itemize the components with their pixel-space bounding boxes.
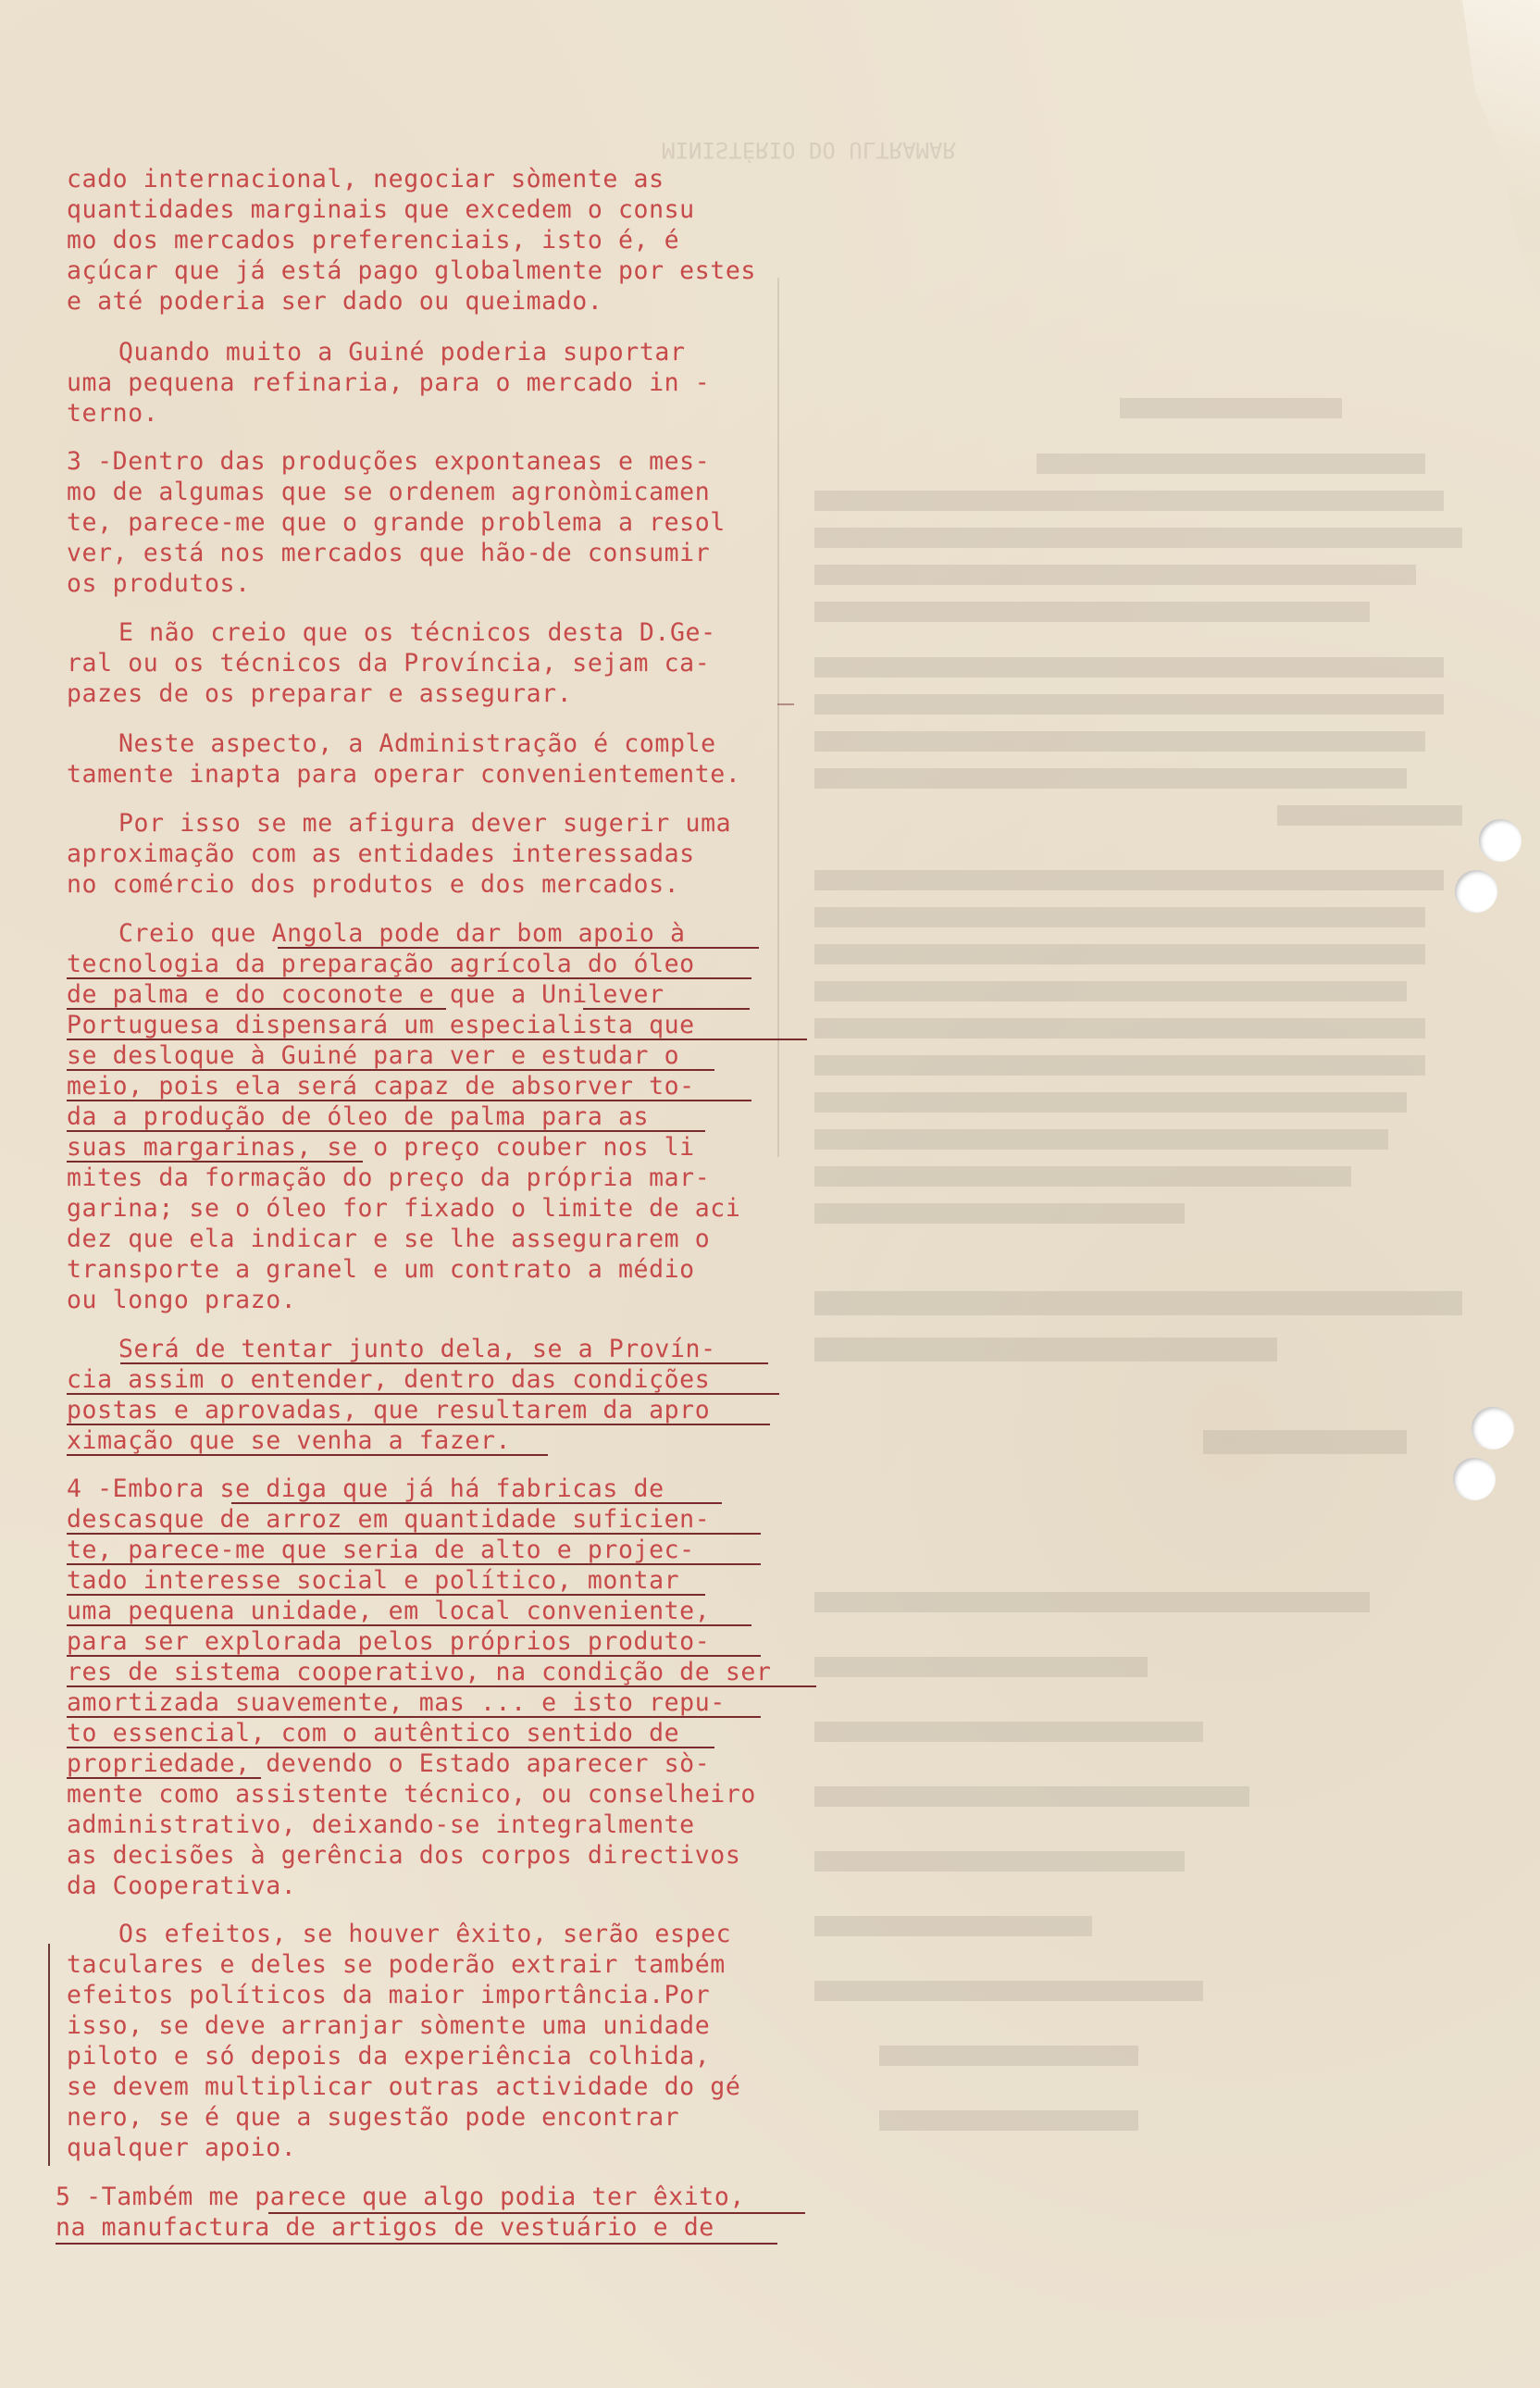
text-line: qualquer apoio.	[67, 2133, 297, 2162]
text-line: te, parece-me que o grande problema a resol	[67, 508, 726, 537]
pen-underline	[67, 1069, 714, 1071]
bleed-mark	[814, 491, 1444, 511]
text-line: Será de tentar junto dela, se a Provín-	[118, 1335, 716, 1363]
text-line: mites da formação do preço da própria mar-	[67, 1163, 711, 1192]
text-line: Neste aspecto, a Administração é comple	[118, 729, 716, 758]
text-line: no comércio dos produtos e dos mercados.	[67, 870, 680, 899]
pen-underline	[67, 1454, 548, 1456]
bleed-mark	[814, 1981, 1203, 2001]
pen-underline	[583, 1008, 750, 1010]
text-line: propriedade, devendo o Estado aparecer sò-	[67, 1749, 711, 1778]
text-line: descasque de arroz em quantidade suficien-	[67, 1505, 711, 1534]
pen-underline	[67, 1594, 705, 1596]
text-line: quantidades marginais que excedem o consu	[67, 195, 695, 224]
bleed-mark	[814, 528, 1462, 548]
text-line: para ser explorada pelos próprios produto-	[67, 1627, 711, 1656]
text-line: isso, se deve arranjar sòmente uma unidade	[67, 2011, 711, 2040]
pen-underline	[67, 1655, 761, 1657]
bleed-mark	[814, 731, 1425, 752]
text-line: açúcar que já está pago globalmente por estes	[67, 256, 756, 285]
pen-underline	[67, 1624, 751, 1626]
text-line: ral ou os técnicos da Província, sejam ca-	[67, 649, 711, 678]
bleed-mark	[1120, 398, 1342, 418]
punch-hole	[1453, 1458, 1496, 1500]
pen-underline	[67, 1533, 761, 1535]
pen-underline	[67, 1424, 770, 1425]
bleed-mark	[1037, 454, 1425, 474]
bleed-mark	[814, 565, 1416, 585]
bleed-mark	[814, 768, 1407, 789]
text-line: Quando muito a Guiné poderia suportar	[118, 338, 686, 367]
text-line: 3 -Dentro das produções expontaneas e mes-	[67, 447, 711, 476]
text-line: Portuguesa dispensará um especialista que	[67, 1011, 695, 1039]
pen-underline	[67, 1777, 261, 1779]
text-line: uma pequena refinaria, para o mercado in -	[67, 368, 711, 397]
text-line: tado interesse social e político, montar	[67, 1566, 680, 1595]
text-line: te, parece-me que seria de alto e projec-	[67, 1536, 695, 1564]
text-line: ver, está nos mercados que hão-de consumir	[67, 539, 711, 567]
bleed-mark	[814, 694, 1444, 715]
text-line: postas e aprovadas, que resultarem da apro	[67, 1396, 711, 1424]
text-line: suas margarinas, se o preço couber nos li	[67, 1133, 695, 1162]
letterhead-bleedthrough: MINISTÉRIO DO ULTRAMAR	[662, 137, 956, 163]
pen-underline	[67, 1393, 779, 1395]
margin-bracket	[48, 1944, 50, 2166]
pen-underline	[231, 1502, 722, 1504]
pen-underline	[67, 1716, 761, 1718]
bleed-mark	[814, 907, 1425, 927]
text-line: taculares e deles se poderão extrair também	[67, 1950, 726, 1979]
text-line: res de sistema cooperativo, na condição de ser	[67, 1658, 772, 1686]
text-line: Creio que Angola pode dar bom apoio à	[118, 919, 686, 948]
pen-underline	[268, 2212, 805, 2214]
pen-underline	[67, 1100, 751, 1101]
bleed-mark	[814, 1657, 1148, 1677]
bleed-mark	[1203, 1430, 1407, 1454]
bleed-rule	[777, 278, 779, 1157]
pen-underline	[67, 1008, 446, 1010]
text-line: 4 -Embora se diga que já há fabricas de	[67, 1474, 664, 1503]
text-line: tecnologia da preparação agrícola do óleo	[67, 950, 695, 978]
text-line: as decisões à gerência dos corpos directivos	[67, 1841, 741, 1870]
bleed-mark	[814, 981, 1407, 1001]
bleed-mark	[1277, 805, 1462, 826]
text-line: to essencial, com o autêntico sentido de	[67, 1719, 680, 1747]
text-line: amortizada suavemente, mas ... e isto repu-	[67, 1688, 726, 1717]
bleed-mark	[814, 944, 1425, 964]
text-line: transporte a granel e um contrato a médio	[67, 1255, 695, 1284]
bleed-mark	[814, 602, 1370, 622]
text-line: dez que ela indicar e se lhe assegurarem o	[67, 1225, 711, 1253]
bleed-mark	[814, 1291, 1462, 1315]
text-line: tamente inapta para operar convenientemente.	[67, 760, 741, 789]
text-line: da Cooperativa.	[67, 1872, 297, 1900]
text-line: na manufactura de artigos de vestuário e de	[56, 2213, 714, 2242]
text-line: aproximação com as entidades interessadas	[67, 840, 695, 868]
text-line: os produtos.	[67, 569, 251, 598]
text-line: se desloque à Guiné para ver e estudar o	[67, 1041, 680, 1070]
text-line: de palma e do coconote e que a Unilever	[67, 980, 664, 1009]
bleed-mark	[814, 1129, 1388, 1150]
bleed-mark	[814, 1592, 1370, 1612]
bleed-mark	[814, 1203, 1185, 1224]
bleed-mark	[814, 1851, 1185, 1872]
pen-underline	[67, 977, 751, 979]
bleed-mark	[814, 1018, 1425, 1039]
torn-corner	[1410, 0, 1540, 305]
text-line: efeitos políticos da maior importância.Por	[67, 1981, 711, 2009]
text-line: E não creio que os técnicos desta D.Ge-	[118, 618, 716, 647]
punch-hole	[1472, 1407, 1514, 1449]
margin-tick	[777, 703, 794, 705]
bleed-mark	[814, 1337, 1277, 1362]
pen-underline	[120, 1362, 768, 1364]
punch-hole	[1455, 870, 1497, 913]
pen-underline	[67, 1747, 714, 1748]
text-line: Os efeitos, se houver êxito, serão espec	[118, 1920, 732, 1948]
pen-underline	[67, 1130, 705, 1132]
text-line: cado internacional, negociar sòmente as	[67, 165, 664, 193]
pen-underline	[56, 2243, 777, 2245]
bleed-mark	[814, 657, 1444, 678]
punch-hole	[1479, 819, 1521, 862]
text-line: pazes de os preparar e assegurar.	[67, 679, 573, 708]
text-line: uma pequena unidade, em local conveniente,	[67, 1597, 711, 1625]
text-line: ou longo prazo.	[67, 1286, 297, 1314]
text-line: Por isso se me afigura dever sugerir uma	[118, 809, 732, 838]
pen-underline	[67, 1161, 363, 1163]
text-line: administrativo, deixando-se integralmente	[67, 1810, 695, 1839]
bleed-mark	[814, 870, 1444, 890]
pen-underline	[67, 1563, 761, 1565]
bleed-mark	[814, 1055, 1425, 1076]
bleed-mark	[814, 1916, 1092, 1936]
text-line: meio, pois ela será capaz de absorver to-	[67, 1072, 695, 1101]
bleed-mark	[814, 1786, 1249, 1807]
bleed-mark	[814, 1722, 1203, 1742]
bleed-mark	[879, 2110, 1138, 2131]
text-line: 5 -Também me parece que algo podia ter êxito,	[56, 2183, 745, 2211]
text-line: piloto e só depois da experiência colhida,	[67, 2042, 711, 2071]
text-line: mente como assistente técnico, ou conselheiro	[67, 1780, 756, 1809]
bleed-mark	[814, 1166, 1351, 1187]
text-line: garina; se o óleo for fixado o limite de aci	[67, 1194, 741, 1223]
pen-underline	[67, 1685, 816, 1687]
text-line: ximação que se venha a fazer.	[67, 1426, 512, 1455]
text-line: se devem multiplicar outras actividade do gé	[67, 2072, 741, 2101]
text-line: mo de algumas que se ordenem agronòmicamen	[67, 478, 711, 506]
text-line: e até poderia ser dado ou queimado.	[67, 287, 603, 316]
text-line: mo dos mercados preferenciais, isto é, é	[67, 226, 680, 255]
text-line: da a produção de óleo de palma para as	[67, 1102, 650, 1131]
pen-underline	[278, 947, 759, 949]
bleed-mark	[814, 1092, 1407, 1113]
bleed-mark	[879, 2046, 1138, 2066]
text-line: cia assim o entender, dentro das condições	[67, 1365, 711, 1394]
text-line: terno.	[67, 399, 159, 428]
pen-underline	[67, 1039, 807, 1040]
text-line: nero, se é que a sugestão pode encontrar	[67, 2103, 680, 2132]
